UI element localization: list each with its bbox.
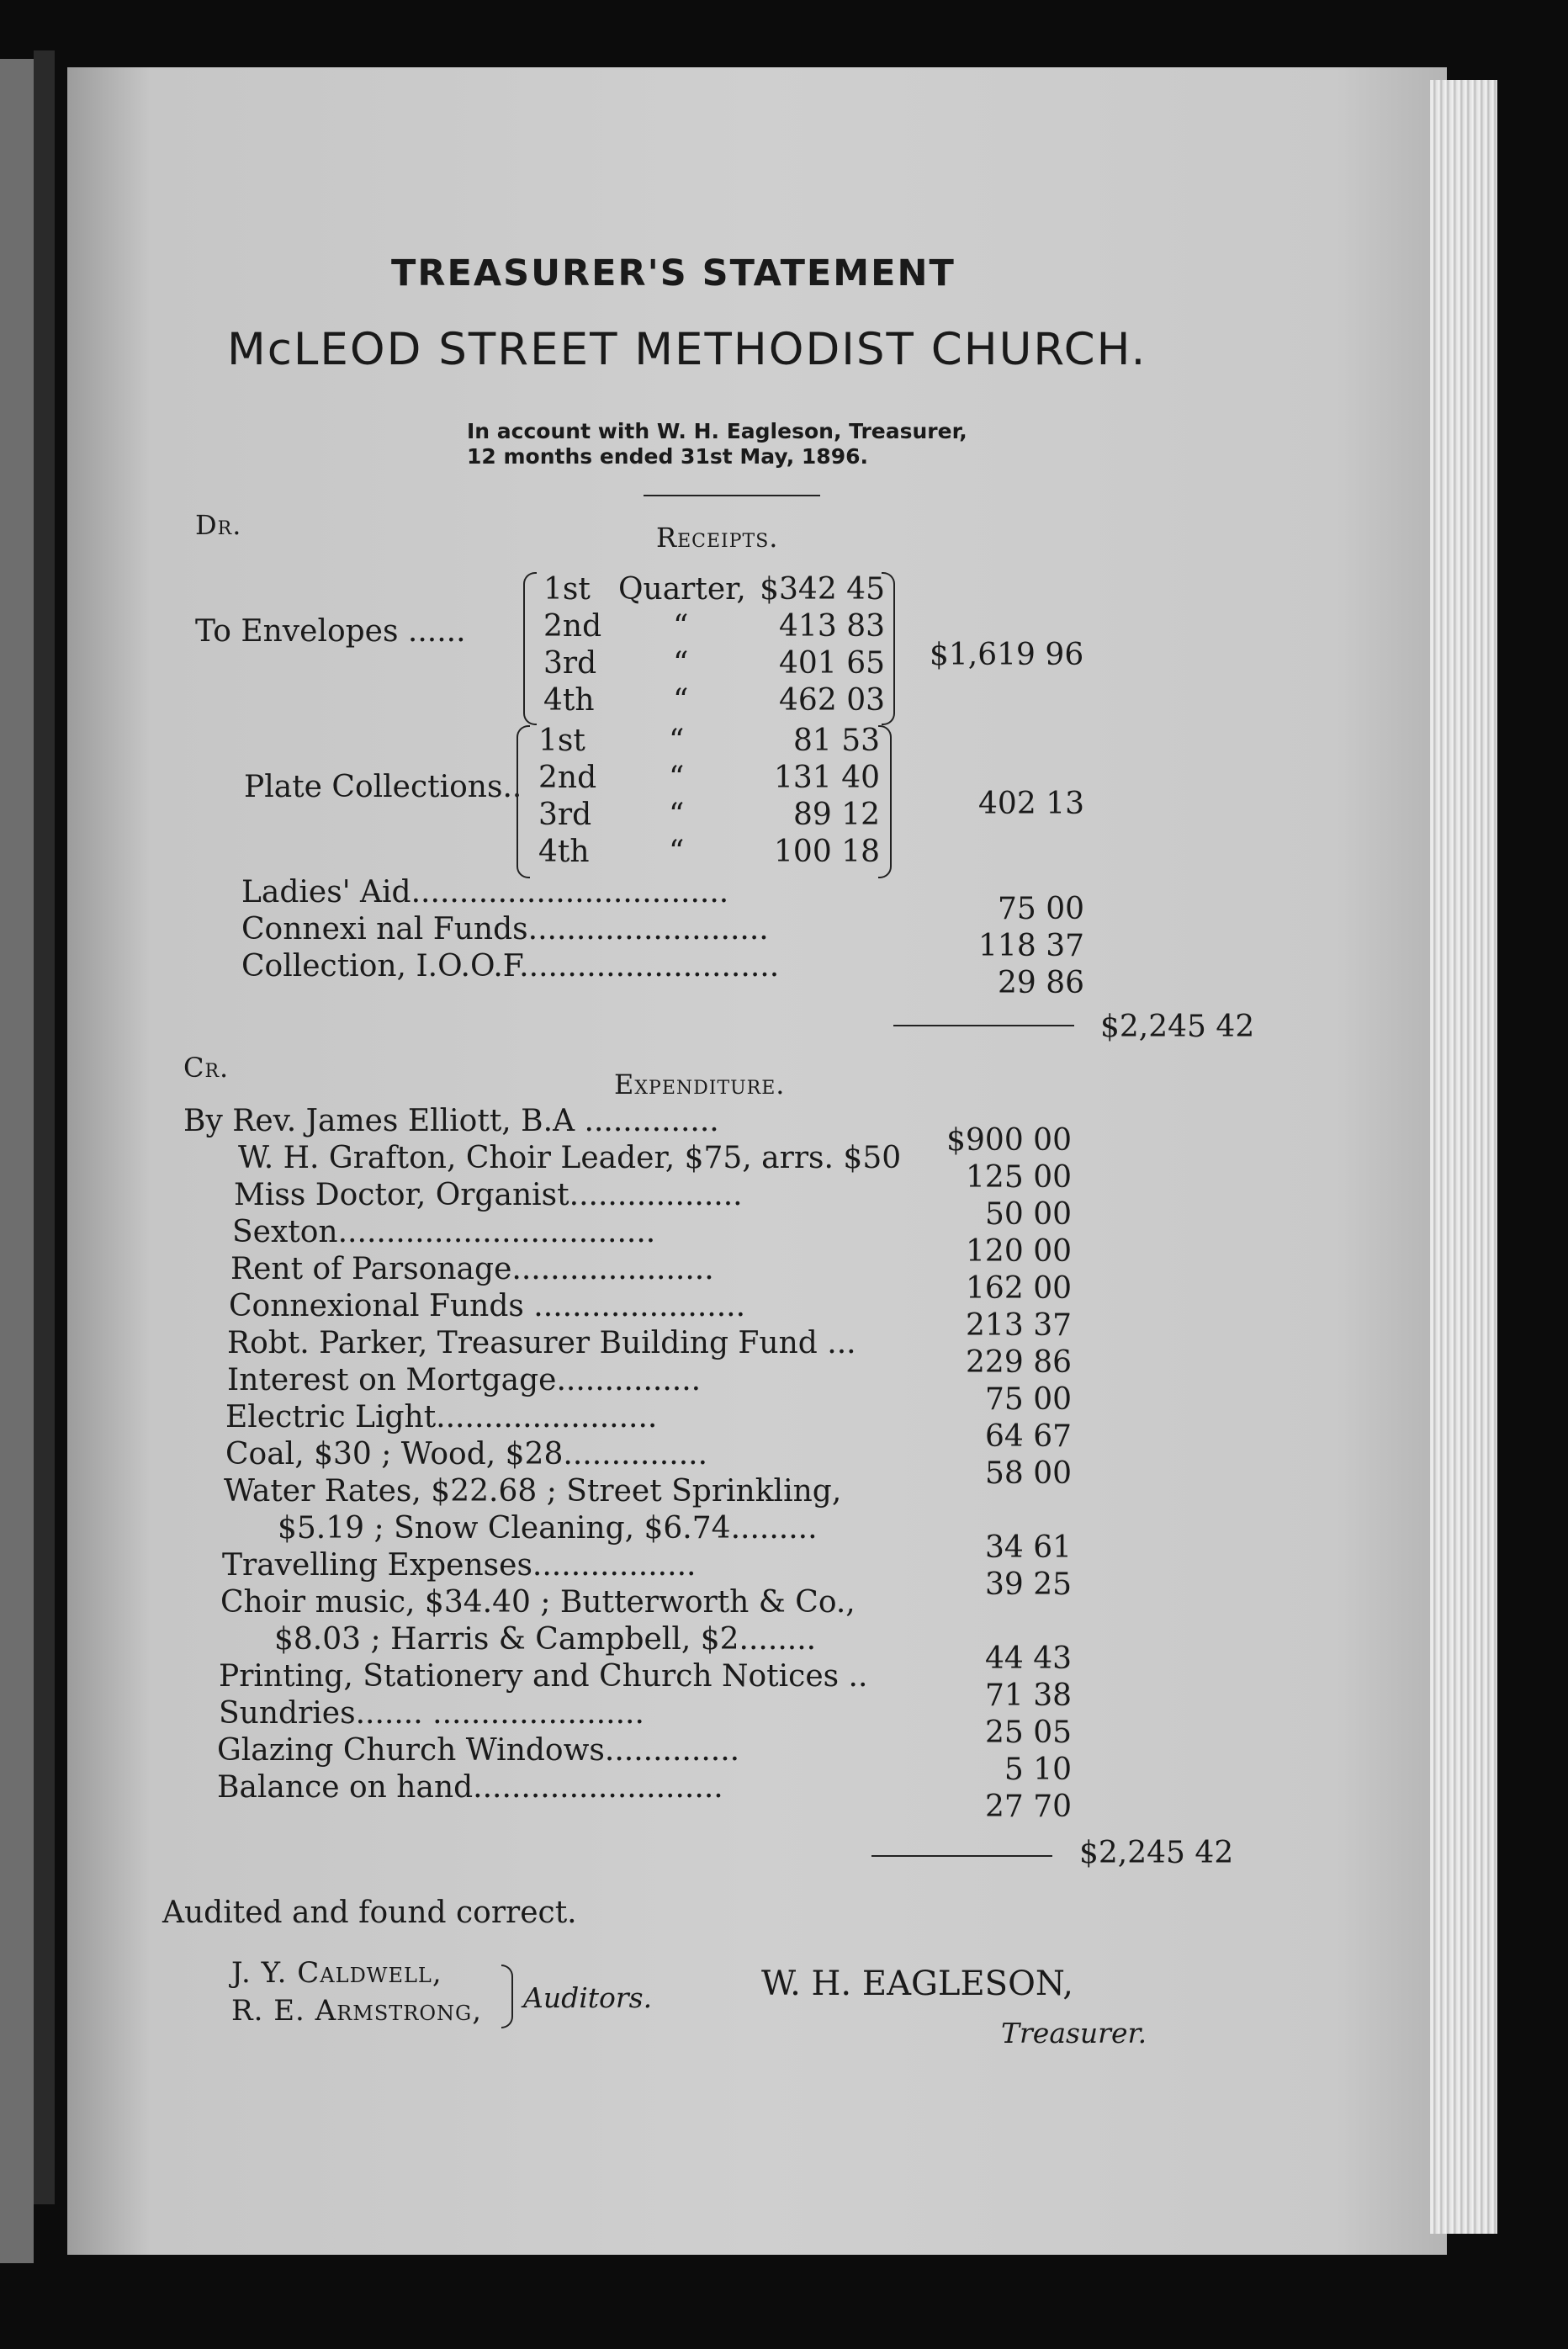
dr-label: Dr. (195, 509, 242, 541)
auditors-label: Auditors. (523, 1981, 653, 2014)
envelopes-left-brace (523, 572, 537, 725)
expenditure-amount: 162 00 (966, 1271, 1072, 1306)
expenditure-label: Travelling Expenses................. (222, 1548, 697, 1583)
receipt-label: Ladies' Aid................................. (241, 875, 729, 909)
header-rule (644, 495, 820, 496)
expenditure-label-text: Connexional Funds (229, 1289, 524, 1323)
expenditure-label-text: $8.03 ; Harris & Campbell, $2 (274, 1622, 739, 1657)
receipts-grand-total: $2,245 42 (1100, 1010, 1255, 1044)
expenditure-label-text: By Rev. James Elliott, B.A (183, 1104, 575, 1138)
envelopes-total: $1,619 96 (930, 638, 1084, 672)
quarter-label: 1st (543, 572, 591, 607)
expenditure-label: Miss Doctor, Organist.................. (234, 1178, 743, 1212)
account-line: In account with W. H. Eagleson, Treasurer, (467, 419, 967, 443)
period-line: 12 months ended 31st May, 1896. (467, 444, 868, 469)
receipt-amount: 29 86 (997, 966, 1084, 1000)
quarter-amount: 131 40 (774, 761, 880, 795)
expenditure-label: Choir music, $34.40 ; Butterworth & Co., (220, 1585, 856, 1620)
expenditure-amount: 58 00 (984, 1456, 1072, 1491)
plate-total: 402 13 (978, 787, 1084, 821)
expenditure-label-text: Glazing Church Windows (217, 1733, 605, 1768)
receipt-label: Collection, I.O.O.F........................... (241, 949, 780, 984)
expenditure-label-text: Travelling Expenses (222, 1548, 532, 1583)
receipts-sum-rule (893, 1025, 1074, 1026)
ditto-mark: “ (669, 761, 685, 795)
quarter-amount: 89 12 (792, 798, 880, 832)
expenditure-amount: 27 70 (984, 1790, 1072, 1824)
ditto-mark: “ (673, 609, 689, 644)
expenditure-label: Rent of Parsonage..................... (230, 1252, 714, 1286)
expenditure-label: Connexional Funds ...................... (229, 1289, 746, 1323)
quarter-label: 3rd (543, 646, 597, 681)
quarter-amount: 100 18 (774, 835, 880, 869)
expenditure-amount: 39 25 (984, 1567, 1072, 1602)
expenditure-label: Electric Light....................... (225, 1400, 658, 1434)
expenditure-amount: 44 43 (984, 1641, 1072, 1676)
expenditure-amount: 229 86 (966, 1345, 1072, 1380)
receipt-amount: 118 37 (978, 929, 1084, 963)
left-page-gutter (34, 50, 55, 2204)
envelopes-label-text: To Envelopes (195, 614, 399, 649)
expenditure-label-text: $5.19 ; Snow Cleaning, $6.74 (278, 1511, 731, 1546)
receipt-label-text: Collection, I.O.O.F. (241, 949, 529, 984)
expenditure-label: Coal, $30 ; Wood, $28............... (225, 1437, 708, 1471)
expenditure-label: Robt. Parker, Treasurer Building Fund ... (227, 1326, 856, 1360)
receipt-label-text: Ladies' Aid (241, 875, 411, 909)
quarter-label: 2nd (543, 609, 602, 644)
expenditure-label-text: Balance on hand (217, 1770, 474, 1805)
expenditure-label: By Rev. James Elliott, B.A .............. (183, 1104, 719, 1138)
quarter-label: 3rd (538, 798, 592, 832)
expenditure-label: Interest on Mortgage............... (227, 1363, 702, 1397)
treasurer-name: W. H. EAGLESON, (761, 1965, 1074, 2003)
receipts-heading: Receipts. (656, 522, 779, 554)
expenditure-amount: 120 00 (966, 1234, 1072, 1269)
expenditure-label: Balance on hand.......................... (217, 1770, 723, 1805)
envelopes-label: To Envelopes ...... (195, 614, 466, 649)
expenditure-amount: 50 00 (984, 1197, 1072, 1232)
expenditure-label: $8.03 ; Harris & Campbell, $2........ (274, 1622, 817, 1657)
auditors-brace (501, 1965, 513, 2028)
expenditure-label: Sundries....... ...................... (219, 1696, 644, 1731)
ditto-mark: “ (669, 724, 685, 758)
ditto-mark: “ (669, 798, 685, 832)
expenditure-label: $5.19 ; Snow Cleaning, $6.74......... (278, 1511, 818, 1546)
expenditure-amount: 125 00 (966, 1160, 1072, 1195)
expenditure-amount: 34 61 (984, 1530, 1072, 1565)
expenditure-sum-rule (871, 1855, 1052, 1857)
quarter-word: Quarter, (618, 572, 746, 607)
expenditure-heading: Expenditure. (614, 1068, 786, 1100)
expenditure-label: Water Rates, $22.68 ; Street Sprinkling, (224, 1474, 842, 1509)
expenditure-label: Printing, Stationery and Church Notices .. (219, 1659, 868, 1694)
audited-note: Audited and found correct. (162, 1896, 577, 1930)
expenditure-amount: 213 37 (966, 1308, 1072, 1343)
expenditure-grand-total: $2,245 42 (1079, 1836, 1234, 1870)
treasurer-title: Treasurer. (1001, 2017, 1147, 2049)
expenditure-label-text: Miss Doctor, Organist (234, 1178, 569, 1212)
plate-label: Plate Collections.. (244, 770, 522, 804)
quarter-label: 4th (538, 835, 590, 869)
cr-label: Cr. (183, 1052, 230, 1084)
church-name: McLEOD STREET METHODIST CHURCH. (227, 324, 1147, 375)
expenditure-label-text: Robt. Parker, Treasurer Building Fund (227, 1326, 818, 1360)
quarter-label: 2nd (538, 761, 597, 795)
ditto-mark: “ (673, 646, 689, 681)
expenditure-amount: $900 00 (946, 1123, 1072, 1158)
expenditure-label-text: Coal, $30 ; Wood, $28 (225, 1437, 564, 1471)
receipt-amount: 75 00 (997, 892, 1084, 926)
expenditure-label-text: Printing, Stationery and Church Notices (219, 1659, 840, 1694)
expenditure-label-text: Rent of Parsonage (230, 1252, 512, 1286)
expenditure-label-text: Electric Light (225, 1400, 437, 1434)
expenditure-label: Glazing Church Windows.............. (217, 1733, 740, 1768)
quarter-amount: 413 83 (779, 609, 885, 644)
expenditure-amount: 71 38 (984, 1678, 1072, 1713)
receipt-label: Connexi nal Funds......................... (241, 912, 769, 946)
quarter-amount: 81 53 (792, 724, 880, 758)
expenditure-amount: 5 10 (1004, 1752, 1072, 1787)
ditto-mark: “ (669, 835, 685, 869)
receipt-label-text: Connexi (241, 912, 367, 946)
ditto-mark: “ (673, 683, 689, 718)
expenditure-label-text: Sundries (219, 1696, 356, 1731)
plate-right-brace (878, 725, 892, 878)
quarter-label: 4th (543, 683, 595, 718)
auditor-1: J. Y. Caldwell, (231, 1956, 442, 1990)
statement-title: TREASURER'S STATEMENT (391, 252, 956, 294)
expenditure-label: Sexton................................. (232, 1215, 656, 1249)
plate-left-brace (516, 725, 530, 878)
expenditure-amount: 25 05 (984, 1715, 1072, 1750)
quarter-amount: 401 65 (779, 646, 885, 681)
expenditure-amount: 75 00 (984, 1382, 1072, 1417)
expenditure-label-text: Interest on Mortgage (227, 1363, 557, 1397)
expenditure-amount: 64 67 (984, 1419, 1072, 1454)
quarter-amount: $342 45 (760, 572, 885, 607)
auditor-2: R. E. Armstrong, (231, 1994, 483, 2028)
quarter-amount: 462 03 (779, 683, 885, 718)
page-edges (1430, 80, 1497, 2234)
quarter-label: 1st (538, 724, 585, 758)
expenditure-label-text: Sexton (232, 1215, 338, 1249)
expenditure-label: W. H. Grafton, Choir Leader, $75, arrs. $50 (238, 1141, 902, 1175)
left-page-edge (0, 59, 34, 2263)
